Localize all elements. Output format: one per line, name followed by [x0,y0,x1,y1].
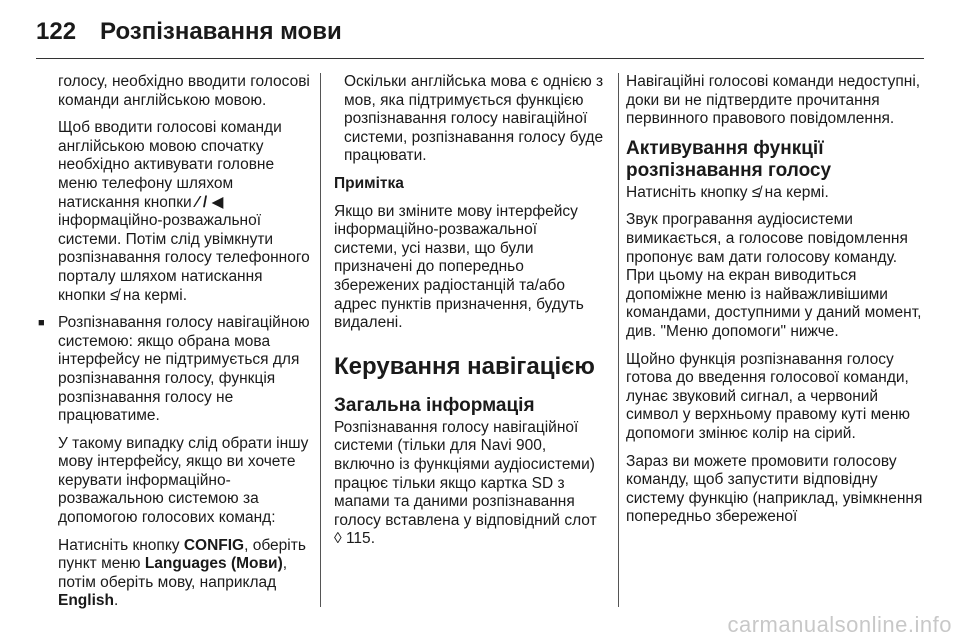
page-reference: ◊ 115 [334,530,371,548]
paragraph: Натисніть кнопку CONFIG, оберіть пункт меню Languages (Мови), потім оберіть мову, наприклад English. [58,536,306,610]
paragraph: Щоб вводити голосові команди англійською мовою спочатку необхідно активувати головне меню телефону шляхом натискання кнопки ⁄ / ◀ інформаційно-розважальної системи. Потім слід увімкнути розпізнавання голосу телефонного порталу шляхом натискання кнопки ≰ на кермі. [58,119,310,304]
note-block [334,175,604,333]
voice-button-icon: ≰ [751,183,761,201]
watermark: carmanualsonline.info [727,612,952,637]
page-number: 122 [36,18,77,45]
paragraph: Навігаційні голосові команди недоступні, доки ви не підтвердите прочитання первинного правового повідомлення. [626,73,921,128]
home-phone-icon: ⁄ / ◀ [196,193,224,211]
paragraph: Натисніть кнопку ≰ на кермі. [626,183,829,201]
note-title: Примітка [334,174,404,192]
section-heading: Керування навігацією [334,352,595,380]
paragraph: Щойно функція розпізнавання голосу готова до введення голосової команди, лунає звуковий сигнал, а червоний символ у верхньому правому куті меню допомоги змінює колір на сірий. [626,350,911,442]
voice-button-icon: ≰ [110,286,119,304]
paragraph: У такому випадку слід обрати іншу мову інтерфейсу, якщо ви хочете керувати інформаційно-розважальною системою за допомогою голосових команд: [58,434,309,527]
bullet-icon: ■ [38,317,45,330]
paragraph: Розпізнавання голосу навігаційної системи (тільки для Navi 900, включно із функціями аудіосистеми) працює тільки якщо картка SD з мапами та даними розпізнавання голосу вставлена у відповідний слот ◊ 115. [334,418,597,548]
subsection-heading: Загальна інформація [334,394,535,416]
header-divider [36,58,924,59]
column-3 [626,73,926,536]
subsection-heading: Активування функції розпізнавання голосу [626,137,832,181]
paragraph: Оскільки англійська мова є однією з мов, яка підтримується функцією розпізнавання голосу навігаційної системи, розпізнавання голосу буде працювати. [344,73,604,165]
column-1 [38,73,310,620]
column-divider [618,73,619,607]
paragraph: Зараз ви можете промовити голосову команду, щоб запустити відповідну систему функцію (наприклад, увімкнення попередньо збереженої [626,452,923,526]
list-item: ■ Розпізнавання голосу навігаційною системою: якщо обрана мова інтерфейсу не підтримується для розпізнавання голосу, функція розпізнавання голосу не працюватиме. [38,314,310,425]
column-2 [334,73,604,558]
page-title: Розпізнавання мови [100,18,342,45]
paragraph: Звук програвання аудіосистеми вимикається, а голосове повідомлення пропонує вам дати голосову команду. При цьому на екран виводиться допоміжне меню із найважливішими командами, доступними у даний момент, див. "Меню допомоги" нижче. [626,211,922,340]
paragraph: голосу, необхідно вводити голосові команди англійською мовою. [58,73,310,109]
note-text: Якщо ви зміните мову інтерфейсу інформаційно-розважальної системи, усі назви, що були призначені до попередньо збережених радіостанцій та/або адрес пунктів призначення, будуть видалені. [334,202,584,332]
column-divider [320,73,321,607]
page-header [36,18,342,48]
